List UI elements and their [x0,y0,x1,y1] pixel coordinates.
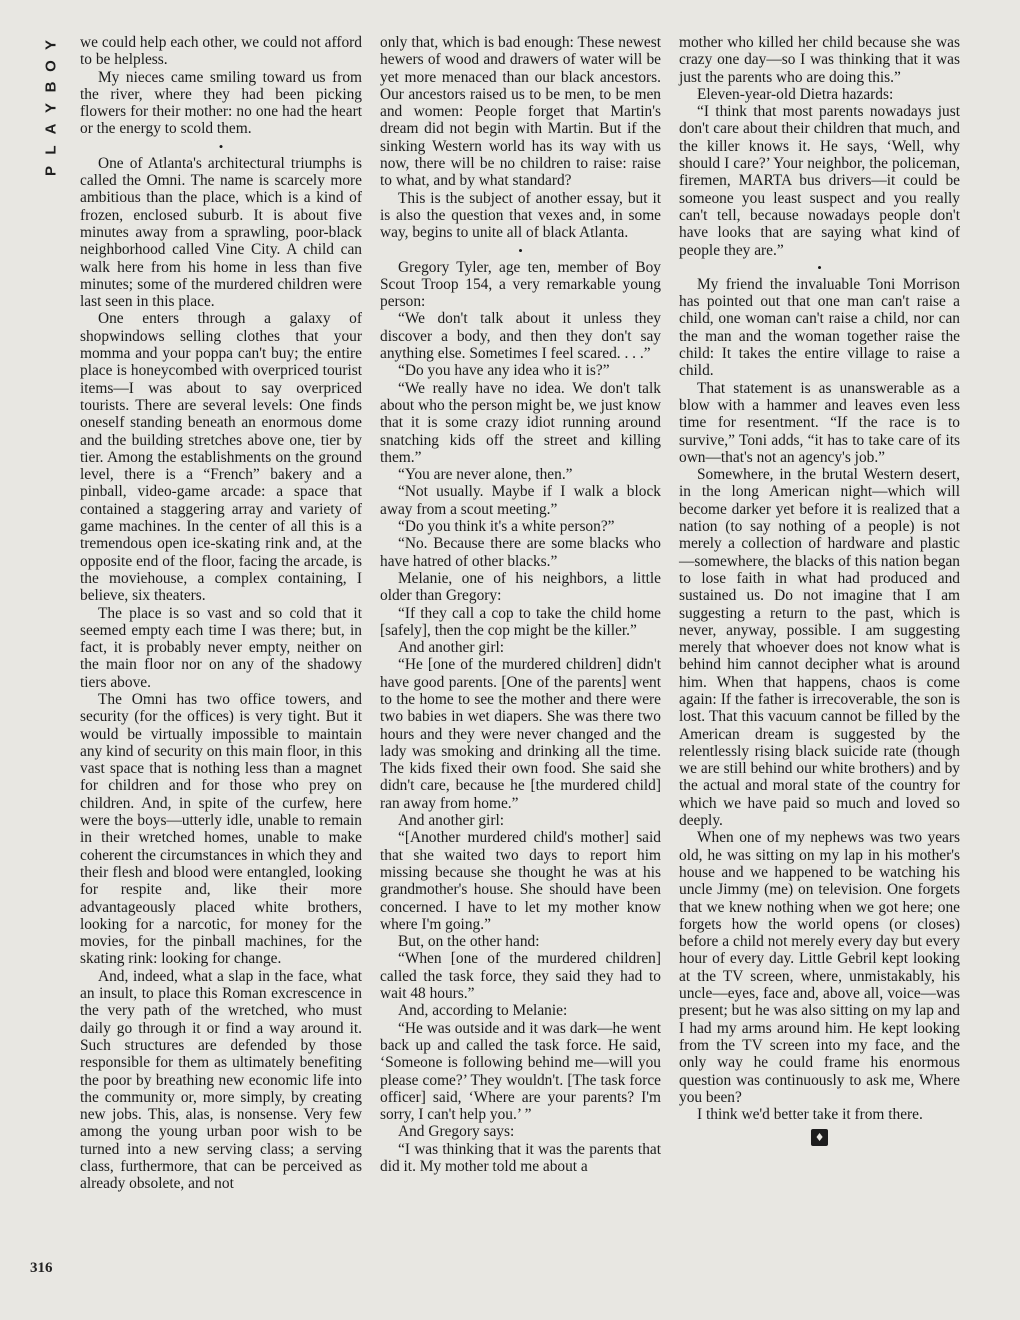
paragraph: “I was thinking that it was the parents that did it. My mother told me about a [380,1140,661,1175]
paragraph: “We really have no idea. We don't talk about who the person might be, we just know that it is some crazy idiot running around snatching kids off the street and killing them.” [380,379,661,466]
paragraph: Melanie, one of his neighbors, a little older than Gregory: [380,569,661,605]
paragraph: One enters through a galaxy of shopwindows selling clothes that your momma and your poppa can't buy; the entire place is honeycombed with overpriced tourist items—I was about to say overpriced tourists. There are several levels: One finds oneself standing beneath an enormous dome and the building stretches above one, tier by tier. Among the establishments on the ground level, there is a “French” bakery and a pinball, video-game arcade: a space that contained a staggering array and variety of game machines. In the center of all this is a tremendous open ice-skating rink and, at the opposite end of the floor, facing the arcade, is the moviehouse, a complex containing, I believe, six theaters. [80,310,362,605]
magazine-name-letter: O [42,59,60,72]
paragraph: And another girl: [398,639,504,657]
paragraph: But, on the other hand: [398,933,540,951]
paragraph: And, indeed, what a slap in the face, what an insult, to place this Roman excrescence in the very path of the wretched, who must daily go through it or find a way around it. Such structures are defended by those responsible for them as ultimately benefiting the poor by breathing new economic life into the community or, more simply, by creating new jobs. This, alas, is nonsense. Very few among the young urban poor wish to be turned into a new serving class; a serving class, furthermore, that can be perceived as already obsolete, and not [80,967,362,1193]
magazine-name-letter: L [42,144,60,155]
paragraph: Somewhere, in the brutal Western desert, in the long American night—which will become darker yet before it is realized that a nation (to say nothing of a people) is not merely a collection of hardware and plastic—somewhere, the blacks of this nation began to lose faith in what had produced and sustained us. Do not imagine that I am suggesting a return to the past, which is never, anyway, possible. I am suggesting merely that whoever does not know what is behind him cannot decipher what is around him. When that happens, chaos is come again: If the father is irrecoverable, the son is lost. That this vacuum cannot be filled by the American dream is suggested by the relentlessly rising black suicide rate (though we are still behind our white brothers) and by the actual and moral state of the country for which we have paid so much and loved so deeply. [679,466,960,830]
paragraph: When one of my nephews was two years old, he was sitting on my lap in his mother's house and we happened to be watching his uncle Jimmy (me) on television. One forgets that we knew nothing when we got here; one forgets how the world opens (or closes) before a child not merely every day but every hour of every day. Little Gebril kept looking at the TV screen, where, unmistakably, his uncle—eyes, face and, above all, voice—was present; but he was also sitting on my lap and I had my arms around him. He kept looking from the TV screen into my face, and the only way he could frame his enormous question was continuously to ask me, Where you been? [679,829,960,1106]
paragraph: “We don't talk about it unless they discover a body, and then they don't say anything else. Sometimes I feel scared. . . .” [380,310,661,363]
section-separator: • [218,138,224,154]
paragraph: That statement is as unanswerable as a blow with a hammer and leaves even less time for resentment. “If the race is to survive,” Toni adds, “it has to take care of its own—that's not an agency's job.” [679,379,960,466]
paragraph: This is the subject of another essay, but it is also the question that vexes and, in some way, begins to unite all of black Atlanta. [380,189,661,242]
paragraph: “I think that most parents nowadays just don't care about their children that much, and the killer knows it. He says, ‘Well, why should I care?’ Your neighbor, the policeman, firemen, MARTA bus drivers—it could be someone you least suspect and you really can't tell, because nowadays people don't have looks that are saying what kind of people they are.” [679,103,960,259]
paragraph: The place is so vast and so cold that it seemed empty each time I was there; but, in fact, it is probably never empty, neither on the main floor nor on any of the shadowy tiers above. [80,604,362,691]
paragraph: “You are never alone, then.” [398,466,573,484]
magazine-name-letter: P [42,165,60,177]
page-number: 316 [30,1260,53,1276]
paragraph: “[Another murdered child's mother] said that she waited two days to report him missing because she thought he was at his grandmother's house. She should have been concerned. I have to let my mother know where I'm going.” [380,829,661,933]
paragraph: only that, which is bad enough: These newest hewers of wood and drawers of water will be yet more menaced than our black ancestors. Our ancestors raised us to be men, to be men and women: People forget that Martin's dream did not begin with Martin. But if the sinking Western world has its way with us now, there will be no children to raise: raise to what, and by what standard? [380,34,661,190]
text-column-3 [679,34,960,1146]
section-separator: • [817,259,822,275]
magazine-name-letter: Y [42,102,60,114]
section-separator: • [518,242,523,258]
paragraph: “No. Because there are some blacks who have hatred of other blacks.” [380,535,661,570]
paragraph: “When [one of the murdered children] called the task force, they said they had to wait 48 hours.” [380,950,661,1003]
paragraph: “He [one of the murdered children] didn't have good parents. [One of the parents] went to the home to see the mother and there were two babies in wet diapers. She was there two hours and they were never changed and the lady was smoking and drinking all the time. The kids fixed their own food. She said she didn't care, because he [the murdered child] ran away from home.” [380,656,661,812]
text-column-1 [80,34,362,1193]
text-column-2 [380,34,661,1175]
magazine-name-letter: B [42,80,60,93]
paragraph: I think we'd better take it from there. [697,1106,923,1124]
paragraph: And, according to Melanie: [398,1002,568,1020]
magazine-name-letter: Y [42,39,60,51]
paragraph: And another girl: [398,812,504,830]
paragraph: One of Atlanta's architectural triumphs is called the Omni. The name is scarcely more ambitious than the place, which is a kind of frozen, enclosed suburb. It is about five minutes away from a sprawling, poor-black neighborhood called Vine City. A child can walk here from his home in less than five minutes; some of the murdered children were last seen in this place. [80,154,362,311]
paragraph: My friend the invaluable Toni Morrison has pointed out that one man can't raise a child, one woman can't raise a child, nor can the man and the woman together raise the child: It takes the entire village to raise a child. [679,275,960,380]
paragraph: And Gregory says: [398,1123,515,1141]
magazine-name-vertical [36,34,66,181]
paragraph: “Do you have any idea who it is?” [398,362,610,380]
paragraph: Gregory Tyler, age ten, member of Boy Scout Troop 154, a very remarkable young person: [380,258,661,311]
paragraph: “If they call a cop to take the child home [safely], then the cop might be the killer.” [380,604,661,639]
paragraph: “He was outside and it was dark—he went back up and called the task force. He said, ‘Someone is following behind me—will you please come?’ They wouldn't. [The task force officer] said, ‘Where are your parents? I'm sorry, I can't help you.’ ” [380,1019,661,1124]
paragraph: “Do you think it's a white person?” [398,518,615,536]
end-mark-icon: ♦ [811,1129,828,1146]
paragraph: mother who killed her child because she was crazy one day—so I was thinking that it was just the parents who are doing this.” [679,34,960,86]
paragraph: Eleven-year-old Dietra hazards: [697,85,894,103]
paragraph: we could help each other, we could not afford to be helpless. [80,34,362,69]
magazine-name-letter: A [42,122,60,135]
paragraph: My nieces came smiling toward us from the river, where they had been picking flowers for their mother: no one had the heart or the energy to scold them. [80,68,362,138]
paragraph: “Not usually. Maybe if I walk a block away from a scout meeting.” [380,483,661,518]
paragraph: The Omni has two office towers, and security (for the offices) is very tight. But it would be virtually impossible to maintain any kind of security on this main floor, in this vast space that is nothing less than a magnet for children and for those who prey on children. And, in spite of the curfew, here were the boys—utterly idle, unable to remain in their wretched homes, unable to make coherent the circumstances in which they and their flesh and blood were entangled, looking for respite and, like their more advantageously placed white brothers, looking for a narcotic, for money for the movies, for the pinball machines, for the skating rink: looking for change. [80,690,362,968]
